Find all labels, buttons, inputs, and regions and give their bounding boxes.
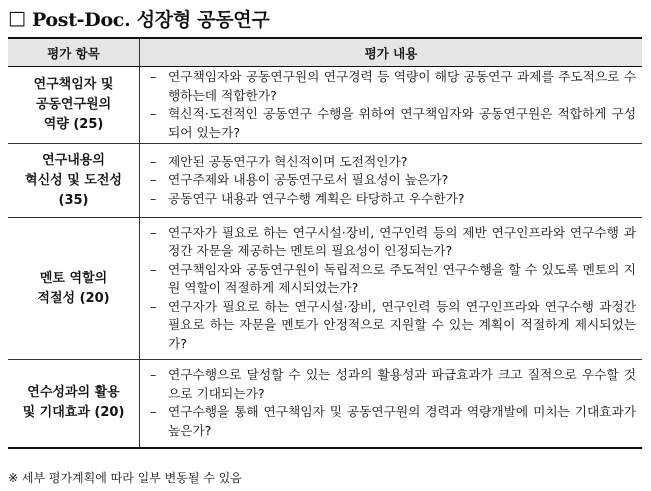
criteria-text: 혁신적·도전적인 공동연구 수행을 위하여 연구책임자와 공동연구원은 적합하게 구성되어 있는가? — [168, 106, 636, 140]
criteria-cell — [140, 144, 643, 218]
category-cell — [8, 218, 140, 360]
category-line: 연구내용의 — [42, 152, 105, 168]
section-title — [8, 4, 269, 32]
table-row — [8, 144, 642, 218]
category-line: 및 기대효과 (20) — [22, 405, 125, 421]
category-line: (35) — [58, 192, 89, 208]
category-line: 연구책임자 및 — [33, 77, 114, 92]
dash-bullet: – — [150, 69, 157, 84]
table-row — [8, 218, 642, 360]
category-cell — [8, 360, 140, 448]
dash-bullet: – — [150, 298, 157, 314]
dash-bullet: – — [150, 224, 157, 240]
criteria-text: 연구자가 필요로 하는 연구시설·장비, 연구인력 등의 제반 연구인프라와 연구수행 과정간 자문을 제공하는 멘토의 필요성이 인정되는가? — [168, 224, 636, 259]
criteria-text: 연구자가 필요로 하는 연구시설·장비, 연구인력 등의 연구인프라와 연구수행 과정간 필요로 하는 자문을 멘토가 안정적으로 지원할 수 있는 계획이 적절하게 제시되었는가? — [168, 298, 636, 351]
criteria-list — [140, 68, 636, 142]
category-line: 연수성과의 활용 — [27, 385, 120, 401]
criteria-cell — [140, 360, 643, 448]
checkbox-square-icon: □ — [8, 6, 26, 29]
criteria-item — [140, 190, 636, 209]
category-line: 적절성 (20) — [37, 290, 110, 306]
category-cell — [8, 144, 140, 218]
criteria-text: 연구주제와 내용이 공동연구로서 필요성이 높은가? — [168, 172, 449, 188]
table-row — [8, 67, 642, 144]
criteria-item — [140, 171, 636, 190]
table-row — [8, 360, 642, 448]
dash-bullet: – — [150, 106, 157, 121]
dash-bullet: – — [150, 153, 157, 169]
criteria-text: 연구수행으로 달성할 수 있는 성과의 활용성과 파급효과가 크고 질적으로 우수할 것으로 기대되는가? — [168, 367, 636, 401]
criteria-item — [140, 68, 636, 105]
criteria-item — [140, 105, 636, 142]
criteria-item — [140, 403, 636, 440]
category-line: 멘토 역할의 — [39, 270, 108, 286]
criteria-list — [140, 224, 636, 354]
criteria-item — [140, 224, 636, 261]
category-line: 역량 (25) — [43, 117, 104, 132]
header-evaluation-item: 평가 항목 — [8, 38, 140, 67]
criteria-cell — [140, 67, 643, 144]
criteria-text: 제안된 공동연구가 혁신적이며 도전적인가? — [168, 153, 408, 169]
criteria-item — [140, 261, 636, 298]
section-title-text: Post-Doc. 성장형 공동연구 — [31, 8, 270, 31]
criteria-text: 연구수행을 통해 연구책임자 및 공동연구원의 경력과 역량개발에 미치는 기대효과가 높은가? — [168, 404, 636, 438]
header-evaluation-content: 평가 내용 — [140, 38, 643, 67]
dash-bullet: – — [150, 404, 157, 420]
category-cell — [8, 67, 140, 144]
dash-bullet: – — [150, 172, 157, 188]
criteria-item — [140, 153, 636, 172]
footnote: ※ 세부 평가계획에 따라 일부 변동될 수 있음 — [8, 471, 242, 485]
evaluation-table — [8, 37, 642, 449]
criteria-cell — [140, 218, 643, 360]
category-line: 공동연구원의 — [35, 97, 112, 112]
criteria-list — [140, 366, 636, 440]
criteria-item — [140, 298, 636, 354]
category-line: 혁신성 및 도전성 — [25, 172, 122, 188]
criteria-text: 연구책임자와 공동연구원의 연구경력 등 역량이 해당 공동연구 과제를 주도적으로 수행하는데 적합한가? — [168, 69, 636, 103]
dash-bullet: – — [150, 367, 157, 383]
criteria-text: 공동연구 내용과 연구수행 계획은 타당하고 우수한가? — [168, 190, 465, 206]
criteria-item — [140, 366, 636, 403]
dash-bullet: – — [150, 261, 157, 277]
dash-bullet: – — [150, 190, 157, 206]
table-header-row — [8, 38, 642, 67]
criteria-list — [140, 153, 636, 209]
criteria-text: 연구책임자와 공동연구원이 독립적으로 주도적인 연구수행을 할 수 있도록 멘토의 지원 역할이 적절하게 제시되었는가? — [168, 261, 636, 296]
